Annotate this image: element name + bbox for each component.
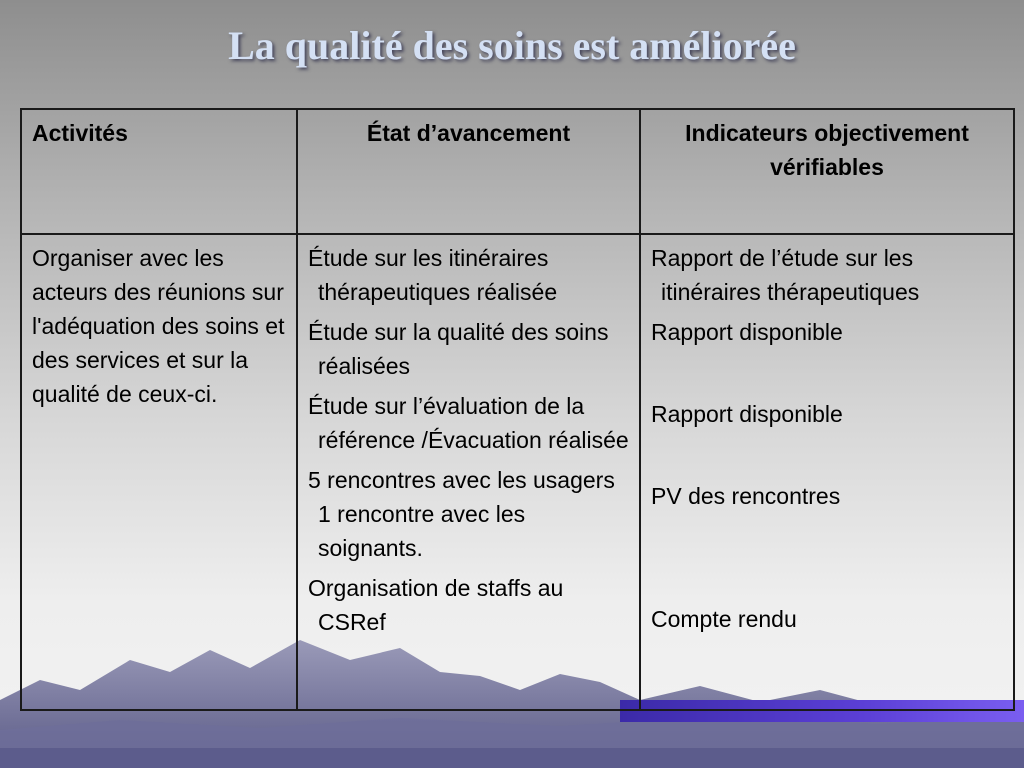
progress-item: Organisation de staffs au CSRef: [308, 575, 564, 635]
indicator-item: Rapport disponible: [651, 319, 843, 345]
table-row: [21, 234, 1014, 710]
activity-text: Organiser avec les acteurs des réunions sur l'adéquation des soins et des services et sur la qualité de ceux-ci.: [32, 245, 285, 407]
progress-item: 5 rencontres avec les usagers 1 rencontre avec les soignants.: [308, 467, 615, 561]
progress-item: Étude sur l’évaluation de la référence /Évacuation réalisée: [308, 393, 629, 453]
progress-item: Étude sur la qualité des soins réalisées: [308, 319, 609, 379]
slide-title: La qualité des soins est améliorée: [228, 23, 796, 68]
header-indicateurs: Indicateurs objectivement vérifiables: [640, 109, 1014, 234]
indicator-item: Rapport disponible: [651, 401, 843, 427]
activity-cell: [21, 234, 297, 710]
header-activites: Activités: [21, 109, 297, 234]
indicators-cell: [640, 234, 1014, 710]
table-header-row: [21, 109, 1014, 234]
progress-cell: [297, 234, 640, 710]
indicator-item: Rapport de l’étude sur les itinéraires thérapeutiques: [651, 245, 920, 305]
header-etat-avancement: État d’avancement: [297, 109, 640, 234]
activity-table: [20, 108, 1015, 711]
indicator-item: PV des rencontres: [651, 483, 841, 509]
progress-item: Étude sur les itinéraires thérapeutiques réalisée: [308, 245, 558, 305]
indicator-item: Compte rendu: [651, 606, 797, 632]
